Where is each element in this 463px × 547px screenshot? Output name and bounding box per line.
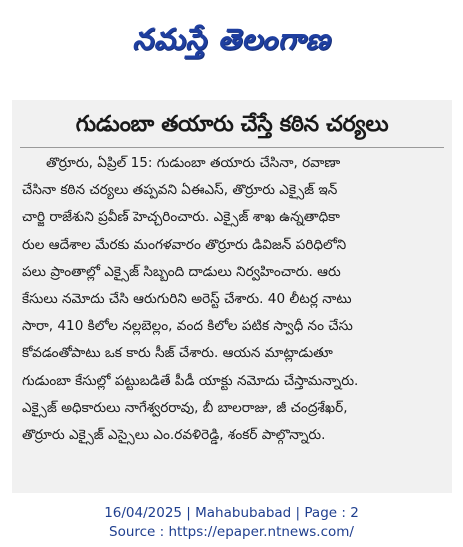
headline-divider [20, 147, 444, 148]
article-line: రుల ఆదేశాల మేరకు మంగళవారం తొర్రూరు డివిజన్ పరిధిలోని [22, 236, 347, 253]
source-line: Source : https://epaper.ntnews.com/ [109, 524, 354, 540]
article-body [22, 150, 446, 449]
article-headline: గుడుంబా తయారు చేస్తే కఠిన చర్యలు [75, 112, 389, 137]
news-clipping [12, 100, 452, 493]
article-line: చార్జి రాజేశుని ప్రవీణ్ హెచ్చరించారు. ఎక్సైజ్ శాఖ ఉన్నతాధికా [22, 209, 340, 226]
article-line: తొర్రూరు, ఏప్రిల్ 15: గుడుంబా తయారు చేసినా, రవాణా [46, 155, 341, 171]
article-line: కోవడంతోపాటు ఒక కారు సీజ్ చేశారు. ఆయన మాట్లాడుతూ [22, 345, 333, 362]
article-line: కేసులు నమోదు చేసి ఆరుగురిని అరెస్ట్ చేశారు. 40 లీటర్ల నాటు [22, 290, 352, 307]
article-line: సారా, 410 కిలోల నల్లబెల్లం, వంద కిలోల పటిక స్వాధీ నం చేసు [22, 318, 353, 335]
article-line: చేసినా కఠిన చర్యలు తప్పవని ఏఈఎస్, తొర్రూరు ఎక్సైజ్ ఇన్ [22, 182, 338, 199]
masthead-title: నమస్తే తెలంగాణ [132, 22, 331, 56]
edition-date-line: 16/04/2025 | Mahabubabad | Page : 2 [104, 505, 359, 521]
article-line: పలు ప్రాంతాల్లో ఎక్సైజ్ సిబ్బంది దాడులు నిర్వహించారు. ఆరు [22, 263, 341, 280]
clipping-content [12, 100, 452, 493]
article-line: తొర్రూరు ఎక్సైజ్ ఎస్సైలు ఎం.రవళిరెడ్డి, శంకర్ పాల్గొన్నారు. [22, 426, 326, 443]
newspaper-masthead [0, 0, 463, 86]
article-line: ఎక్సైజ్ అధికారులు నాగేశ్వరరావు, బీ బాలరాజు, జీ చంద్రశేఖర్, [22, 399, 348, 416]
article-line: గుడుంబా కేసుల్లో పట్టుబడితే పీడీ యాక్టు నమోదు చేస్తామన్నారు. [22, 372, 359, 389]
